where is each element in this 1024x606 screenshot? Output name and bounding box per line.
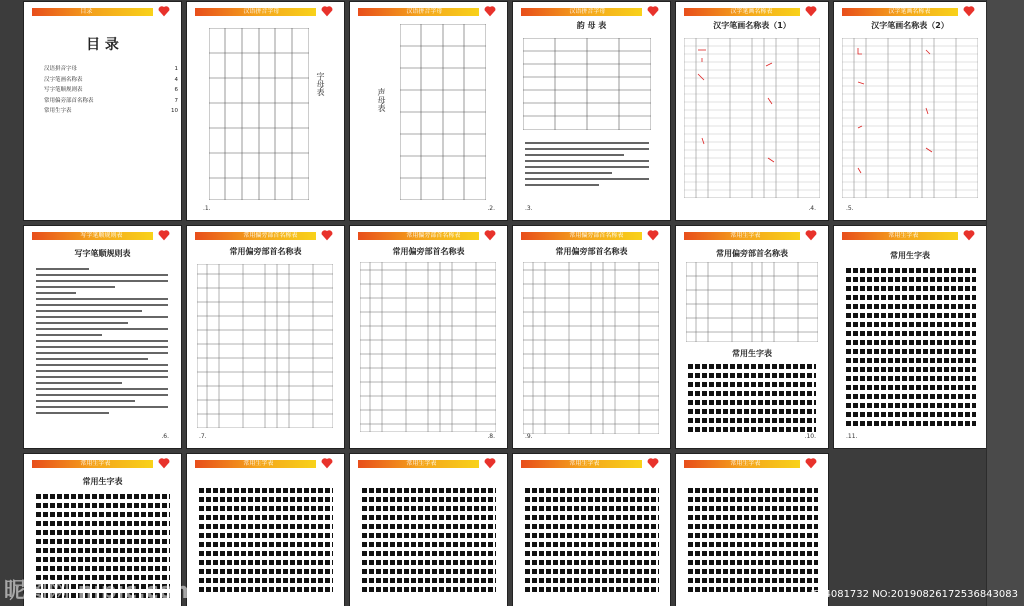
radicals-table [360,262,496,432]
heart-logo-icon [962,229,976,241]
heart-logo-icon [962,5,976,17]
page-number: .5. [846,205,854,212]
toc-item[interactable]: 汉字笔画名称表 4 [44,76,178,83]
page-header-label: 常用生字表 [243,460,274,467]
page-header-bar [32,232,153,240]
page-title: 写字笔顺规则表 [74,249,131,258]
page-thumbnail-radicals-4[interactable] [676,226,828,448]
heart-logo-icon [483,229,497,241]
page-header-bar [842,8,958,16]
page-title: 常用偏旁部首名称表 [392,247,465,256]
page-header-bar [684,232,800,240]
toc-item[interactable]: 写字笔顺规则表 6 [44,87,178,93]
page-number: .9. [525,433,533,440]
page-title: 常用生字表 [890,251,930,260]
page-header-bar [358,8,479,16]
page-thumbnail-characters-1[interactable] [834,226,986,448]
section-subtitle: 常用生字表 [732,349,772,358]
heart-logo-icon [157,457,171,469]
heart-logo-icon [320,5,334,17]
toc-item[interactable]: 汉语拼音字母 1 [44,66,178,72]
character-grid [688,488,818,596]
page-header-label: 常用生字表 [888,232,919,239]
page-header-label: 常用生字表 [730,460,761,467]
page-thumbnail-characters-5[interactable] [513,454,670,606]
page-thumbnail-toc[interactable] [24,2,181,220]
page-header-bar [842,232,958,240]
page-number: .7. [199,433,207,440]
page-number: .3. [525,205,533,212]
page-number: .6. [161,433,169,440]
page-header-bar [521,232,642,240]
page-header-bar [684,8,800,16]
toc-item[interactable]: 常用偏旁部首名称表 7 [44,97,178,104]
heart-logo-icon [483,457,497,469]
page-number: .2. [487,205,495,212]
notes-text [525,142,649,190]
page-header-label: 汉字笔画名称表 [730,8,773,15]
heart-logo-icon [157,229,171,241]
page-header-bar [32,8,153,16]
page-thumbnail-initials[interactable] [350,2,507,220]
page-thumbnail-characters-3[interactable] [187,454,344,606]
page-header-label: 汉字笔画名称表 [888,8,931,15]
page-number: .10. [804,433,816,440]
page-thumbnail-alphabet[interactable] [187,2,344,220]
radicals-table [197,264,333,428]
heart-logo-icon [804,5,818,17]
page-header-label: 常用生字表 [80,460,111,467]
character-grid [688,364,816,436]
page-thumbnail-radicals-3[interactable] [513,226,670,448]
alphabet-table [209,28,309,200]
body-text [36,268,168,418]
page-header-label: 常用生字表 [730,232,761,239]
page-thumbnail-radicals-2[interactable] [350,226,507,448]
page-thumbnail-radicals-1[interactable] [187,226,344,448]
heart-logo-icon [320,229,334,241]
page-header-label: 常用生字表 [569,460,600,467]
page-header-bar [358,460,479,468]
heart-logo-icon [157,5,171,17]
strokes-table [842,38,978,198]
radicals-table [686,262,818,342]
page-thumbnail-finals[interactable] [513,2,670,220]
table-of-contents [44,64,178,117]
page-thumbnail-strokes-2[interactable] [834,2,986,220]
heart-logo-icon [646,457,660,469]
toc-item[interactable]: 常用生字表 10 [44,108,178,114]
heart-logo-icon [320,457,334,469]
page-header-label: 目录 [80,8,93,15]
page-thumbnail-characters-4[interactable] [350,454,507,606]
page-header-bar [521,8,642,16]
page-title: 汉字笔画名称表（1） [713,21,791,30]
page-header-label: 汉语拼音字母 [243,8,280,15]
page-title: 常用偏旁部首名称表 [716,249,788,258]
page-header-label: 常用偏旁部首名称表 [406,232,461,239]
page-header-label: 汉语拼音字母 [406,8,443,15]
page-header-bar [195,460,316,468]
page-thumbnail-strokes-1[interactable] [676,2,828,220]
heart-logo-icon [804,229,818,241]
page-header-label: 写字笔顺规则表 [80,232,123,239]
radicals-table [523,262,659,434]
page-title: 常用生字表 [82,477,123,486]
watermark-id: ID:4081732 NO:20190826172536843083 [810,589,1018,600]
page-title: 声母表 [377,88,386,112]
strokes-table [684,38,820,198]
page-title: 目 录 [86,37,119,53]
page-number: .8. [487,433,495,440]
page-header-label: 常用偏旁部首名称表 [243,232,298,239]
page-header-bar [32,460,153,468]
finals-table [523,38,651,130]
page-header-bar [684,460,800,468]
page-title: 常用偏旁部首名称表 [229,247,302,256]
page-header-bar [195,232,316,240]
page-header-bar [521,460,642,468]
side-panel [986,0,1024,606]
character-grid [199,488,333,596]
page-number: .1. [203,205,211,212]
character-grid [525,488,659,596]
page-header-label: 汉语拼音字母 [569,8,606,15]
page-thumbnail-stroke-order[interactable] [24,226,181,448]
initials-table [400,24,486,200]
heart-logo-icon [483,5,497,17]
page-header-label: 常用偏旁部首名称表 [569,232,624,239]
page-header-bar [195,8,316,16]
heart-logo-icon [646,229,660,241]
page-title: 常用偏旁部首名称表 [555,247,628,256]
page-title: 韵 母 表 [576,21,607,30]
heart-logo-icon [804,457,818,469]
character-grid [846,268,976,430]
heart-logo-icon [646,5,660,17]
watermark-site: 昵图网 nipic.com [4,579,197,604]
page-header-label: 常用生字表 [406,460,437,467]
page-title: 汉字笔画名称表（2） [871,21,949,30]
page-title: 字母表 [316,72,325,96]
page-number: .11. [846,433,858,440]
page-thumbnail-characters-6[interactable] [676,454,828,606]
page-header-bar [358,232,479,240]
character-grid [362,488,496,596]
page-number: .4. [808,205,816,212]
